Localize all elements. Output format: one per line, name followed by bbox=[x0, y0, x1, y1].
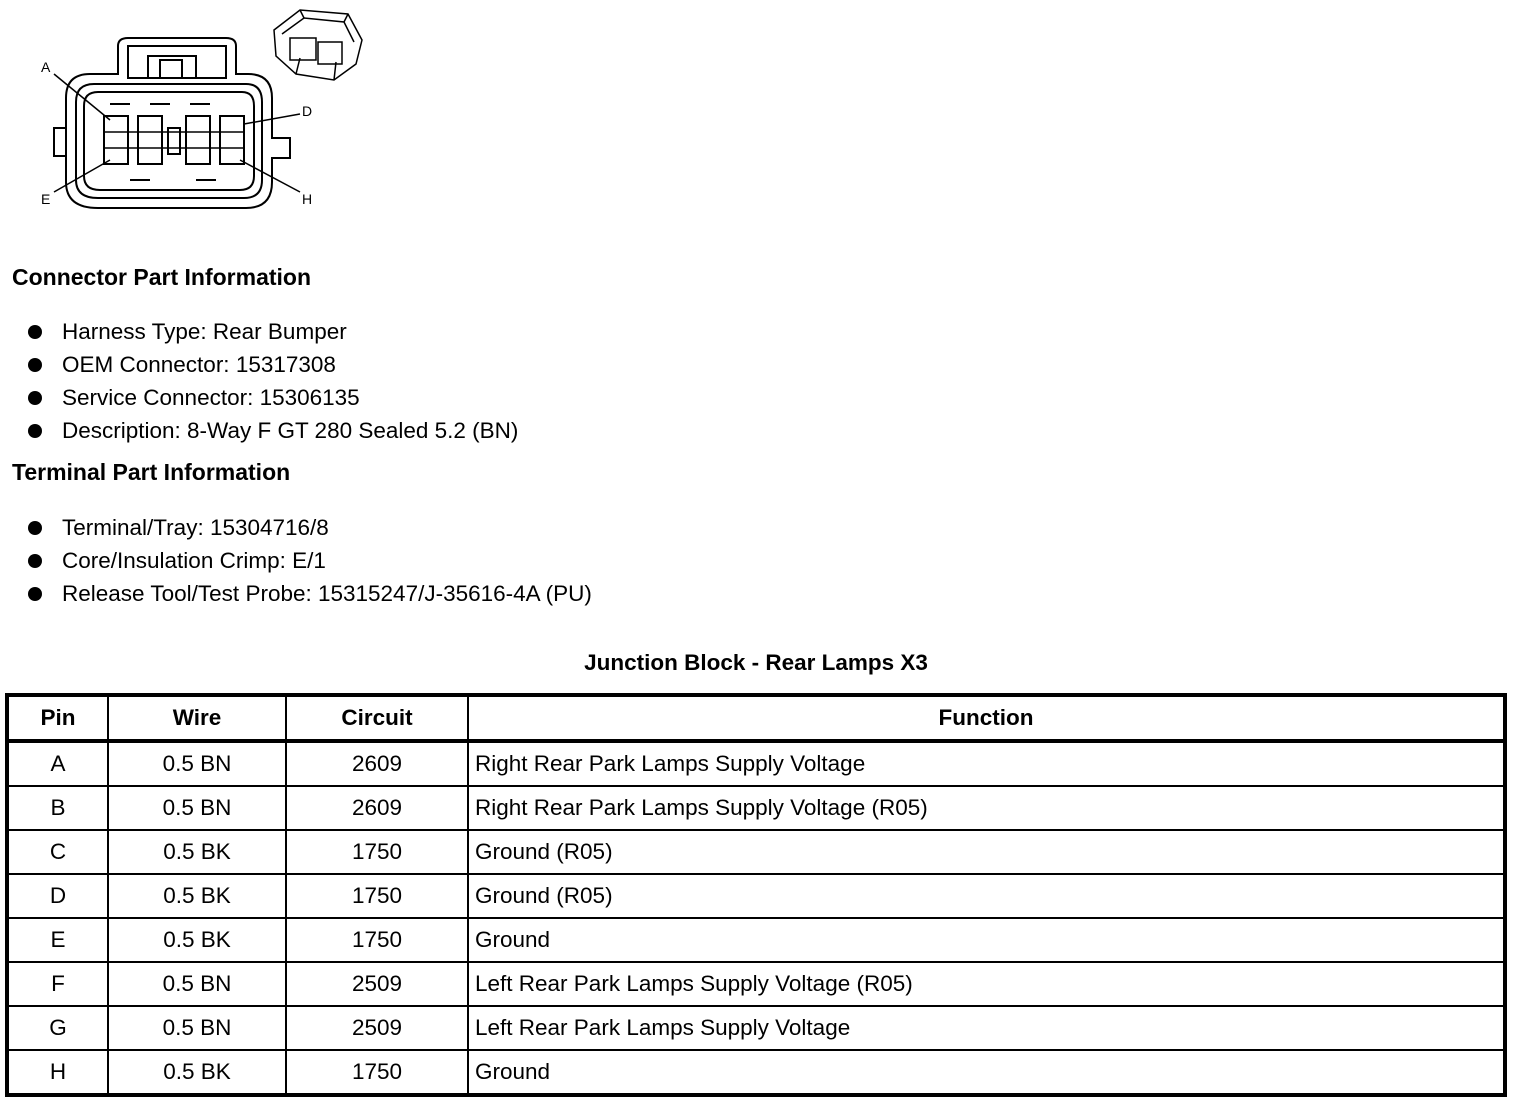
pin-label-e: E bbox=[41, 191, 51, 207]
pin-cell: F bbox=[7, 962, 108, 1006]
circuit-cell: 2609 bbox=[286, 741, 468, 786]
circuit-cell: 2609 bbox=[286, 786, 468, 830]
pin-cell: C bbox=[7, 830, 108, 874]
terminal-info-list bbox=[28, 512, 592, 610]
function-cell: Left Rear Park Lamps Supply Voltage (R05) bbox=[468, 962, 1505, 1006]
pin-label-h: H bbox=[302, 191, 313, 207]
wire-cell: 0.5 BN bbox=[108, 1006, 286, 1050]
list-item bbox=[28, 316, 518, 349]
bullet-icon bbox=[28, 587, 42, 601]
connector-face-diagram bbox=[0, 0, 380, 220]
function-cell: Right Rear Park Lamps Supply Voltage (R05) bbox=[468, 786, 1505, 830]
header-function: Function bbox=[468, 695, 1505, 741]
table-row bbox=[7, 1006, 1505, 1050]
function-cell: Right Rear Park Lamps Supply Voltage bbox=[468, 741, 1505, 786]
header-wire: Wire bbox=[108, 695, 286, 741]
circuit-cell: 1750 bbox=[286, 830, 468, 874]
pin-cell: G bbox=[7, 1006, 108, 1050]
list-item bbox=[28, 414, 518, 447]
circuit-cell: 1750 bbox=[286, 874, 468, 918]
bullet-icon bbox=[28, 521, 42, 535]
wire-cell: 0.5 BN bbox=[108, 741, 286, 786]
service-connector-text: Service Connector: 15306135 bbox=[62, 384, 360, 410]
wire-cell: 0.5 BK bbox=[108, 1050, 286, 1095]
table-row bbox=[7, 786, 1505, 830]
harness-type-text: Harness Type: Rear Bumper bbox=[62, 319, 347, 345]
circuit-cell: 1750 bbox=[286, 918, 468, 962]
list-item bbox=[28, 545, 592, 578]
table-row bbox=[7, 741, 1505, 786]
wire-cell: 0.5 BN bbox=[108, 786, 286, 830]
oem-connector-text: OEM Connector: 15317308 bbox=[62, 352, 336, 378]
table-row bbox=[7, 962, 1505, 1006]
wire-cell: 0.5 BK bbox=[108, 830, 286, 874]
pinout-table bbox=[5, 693, 1507, 1097]
bullet-icon bbox=[28, 325, 42, 339]
connector-info-heading: Connector Part Information bbox=[12, 264, 312, 290]
table-row bbox=[7, 1050, 1505, 1095]
wire-cell: 0.5 BN bbox=[108, 962, 286, 1006]
bullet-icon bbox=[28, 424, 42, 438]
header-circuit: Circuit bbox=[286, 695, 468, 741]
pin-cell: A bbox=[7, 741, 108, 786]
table-row bbox=[7, 830, 1505, 874]
table-row bbox=[7, 874, 1505, 918]
terminal-tray-text: Terminal/Tray: 15304716/8 bbox=[62, 515, 329, 541]
list-item bbox=[28, 578, 592, 611]
pin-label-a: A bbox=[41, 59, 51, 75]
list-item bbox=[28, 512, 592, 545]
wire-cell: 0.5 BK bbox=[108, 874, 286, 918]
pin-cell: E bbox=[7, 918, 108, 962]
function-cell: Ground bbox=[468, 1050, 1505, 1095]
function-cell: Left Rear Park Lamps Supply Voltage bbox=[468, 1006, 1505, 1050]
connector-info-list bbox=[28, 316, 518, 447]
function-cell: Ground bbox=[468, 918, 1505, 962]
circuit-cell: 1750 bbox=[286, 1050, 468, 1095]
pin-cell: B bbox=[7, 786, 108, 830]
circuit-cell: 2509 bbox=[286, 1006, 468, 1050]
crimp-text: Core/Insulation Crimp: E/1 bbox=[62, 548, 326, 574]
bullet-icon bbox=[28, 358, 42, 372]
list-item bbox=[28, 349, 518, 382]
terminal-info-heading: Terminal Part Information bbox=[12, 459, 291, 485]
table-title: Junction Block - Rear Lamps X3 bbox=[584, 650, 928, 675]
bullet-icon bbox=[28, 554, 42, 568]
function-cell: Ground (R05) bbox=[468, 874, 1505, 918]
wire-cell: 0.5 BK bbox=[108, 918, 286, 962]
release-tool-text: Release Tool/Test Probe: 15315247/J-35616-4A (PU) bbox=[62, 580, 592, 606]
table-header-row bbox=[7, 695, 1505, 741]
bullet-icon bbox=[28, 391, 42, 405]
list-item bbox=[28, 382, 518, 415]
pin-cell: H bbox=[7, 1050, 108, 1095]
description-text: Description: 8-Way F GT 280 Sealed 5.2 (BN) bbox=[62, 417, 519, 443]
circuit-cell: 2509 bbox=[286, 962, 468, 1006]
header-pin: Pin bbox=[7, 695, 108, 741]
pin-cell: D bbox=[7, 874, 108, 918]
pin-label-d: D bbox=[302, 103, 313, 119]
function-cell: Ground (R05) bbox=[468, 830, 1505, 874]
table-row bbox=[7, 918, 1505, 962]
